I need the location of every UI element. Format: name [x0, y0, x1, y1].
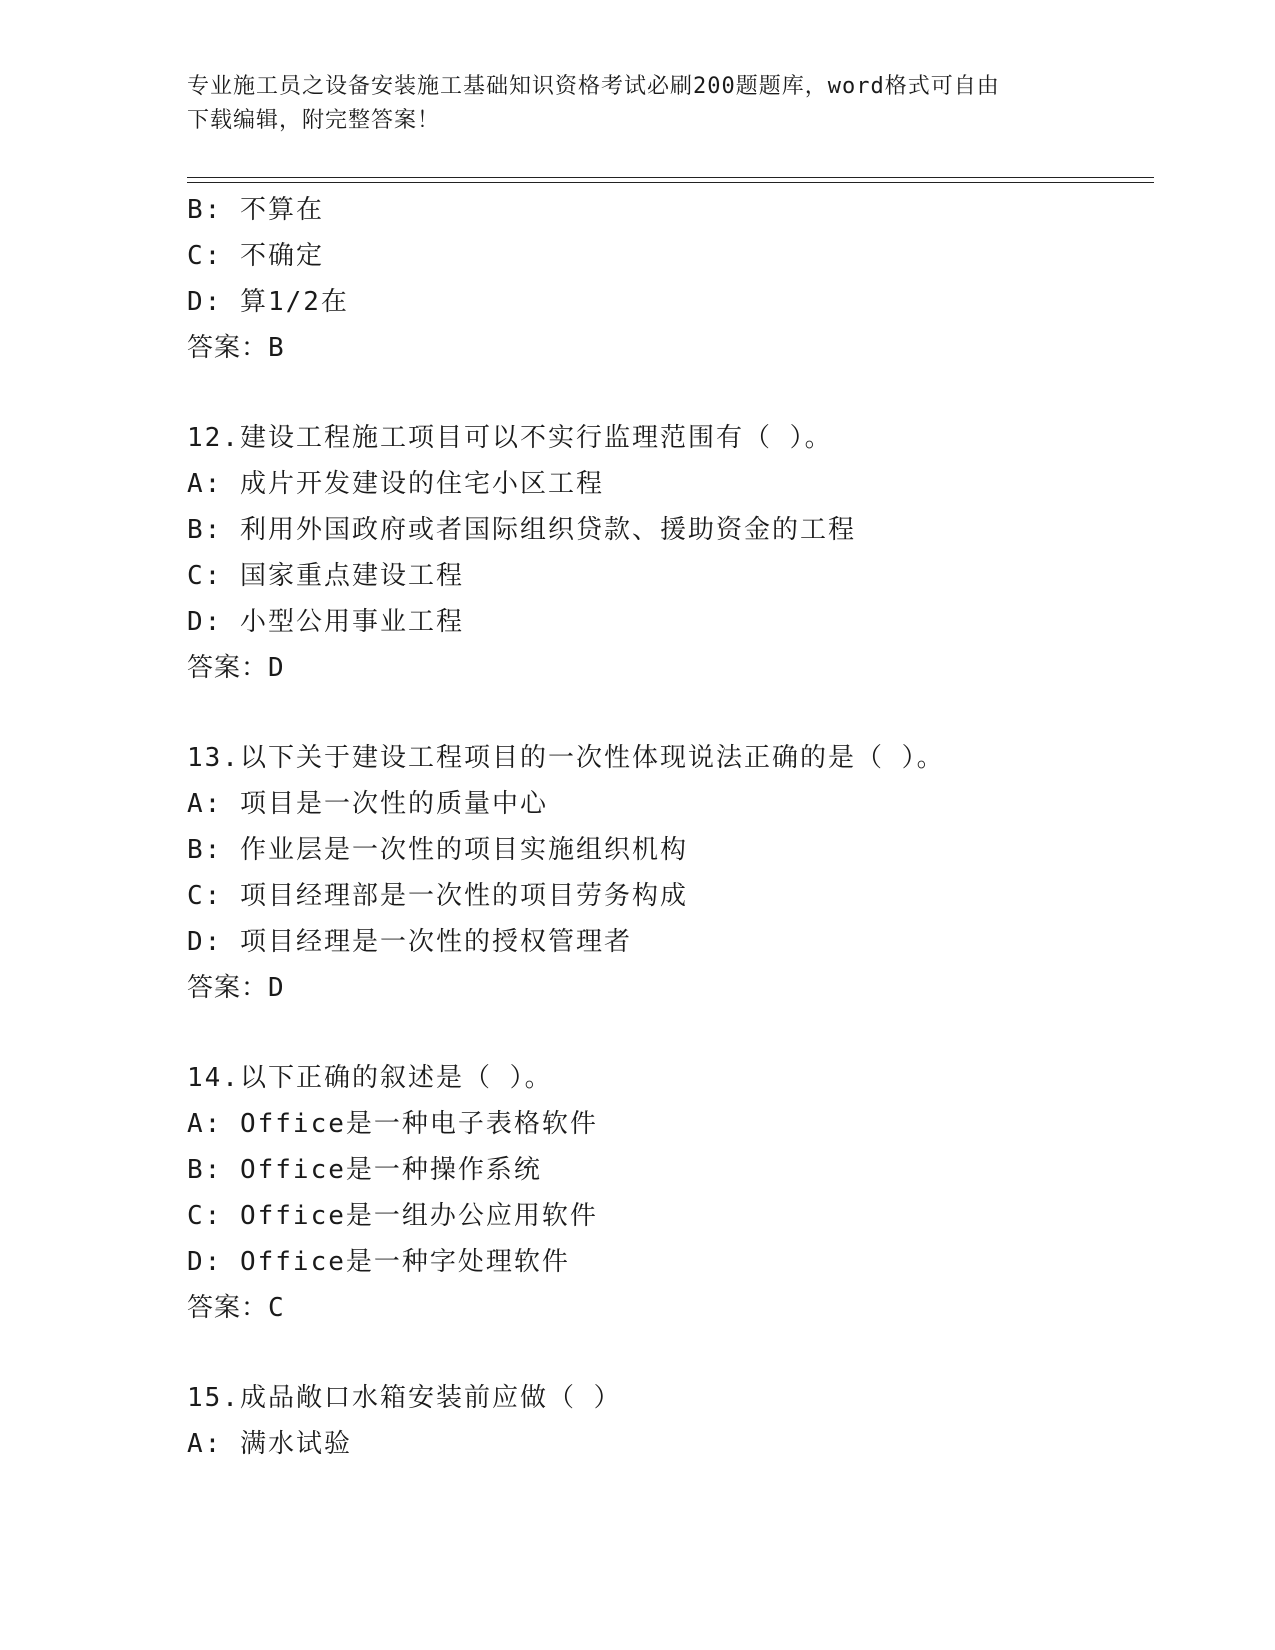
option-d: D: Office是一种字处理软件 [187, 1247, 570, 1277]
option-c: C: 国家重点建设工程 [187, 561, 464, 591]
question-14 [187, 1055, 1154, 1331]
answer-line [187, 965, 1154, 1011]
question-11-continued [187, 187, 1154, 371]
document-body [187, 187, 1154, 1467]
question-stem: 13.以下关于建设工程项目的一次性体现说法正确的是（ ）。 [187, 743, 945, 773]
option-b: B: 作业层是一次性的项目实施组织机构 [187, 835, 688, 865]
question-stem: 15.成品敞口水箱安装前应做（ ） [187, 1383, 622, 1413]
answer-label: 答案： [187, 973, 269, 1003]
answer-value: D [268, 653, 285, 683]
option-a: A: 成片开发建设的住宅小区工程 [187, 469, 604, 499]
option-a: A: 满水试验 [187, 1429, 352, 1459]
question-13 [187, 735, 1154, 1011]
question-stem: 12.建设工程施工项目可以不实行监理范围有（ ）。 [187, 423, 833, 453]
option-a: A: 项目是一次性的质量中心 [187, 789, 548, 819]
option-c: C: Office是一组办公应用软件 [187, 1201, 598, 1231]
answer-value: D [268, 973, 285, 1003]
question-12 [187, 415, 1154, 691]
answer-line [187, 645, 1154, 691]
answer-line [187, 325, 1154, 371]
option-b: B: 不算在 [187, 195, 324, 225]
option-c: C: 不确定 [187, 241, 324, 271]
header-line-1: 专业施工员之设备安装施工基础知识资格考试必刷200题题库，word格式可自由 [187, 74, 1000, 99]
option-d: D: 算1/2在 [187, 287, 349, 317]
answer-value: B [268, 333, 285, 363]
option-d: D: 小型公用事业工程 [187, 607, 464, 637]
option-b: B: Office是一种操作系统 [187, 1155, 542, 1185]
header-divider-top [187, 177, 1154, 178]
question-stem: 14.以下正确的叙述是（ ）。 [187, 1063, 553, 1093]
option-c: C: 项目经理部是一次性的项目劳务构成 [187, 881, 688, 911]
document-header [187, 70, 1087, 138]
option-a: A: Office是一种电子表格软件 [187, 1109, 598, 1139]
header-divider-bottom [187, 182, 1154, 183]
option-d: D: 项目经理是一次性的授权管理者 [187, 927, 632, 957]
answer-label: 答案： [187, 333, 269, 363]
option-b: B: 利用外国政府或者国际组织贷款、援助资金的工程 [187, 515, 856, 545]
question-15 [187, 1375, 1154, 1467]
header-line-2: 下载编辑，附完整答案！ [187, 108, 441, 133]
answer-line [187, 1285, 1154, 1331]
answer-label: 答案： [187, 653, 269, 683]
answer-value: C [268, 1293, 285, 1323]
answer-label: 答案： [187, 1293, 269, 1323]
